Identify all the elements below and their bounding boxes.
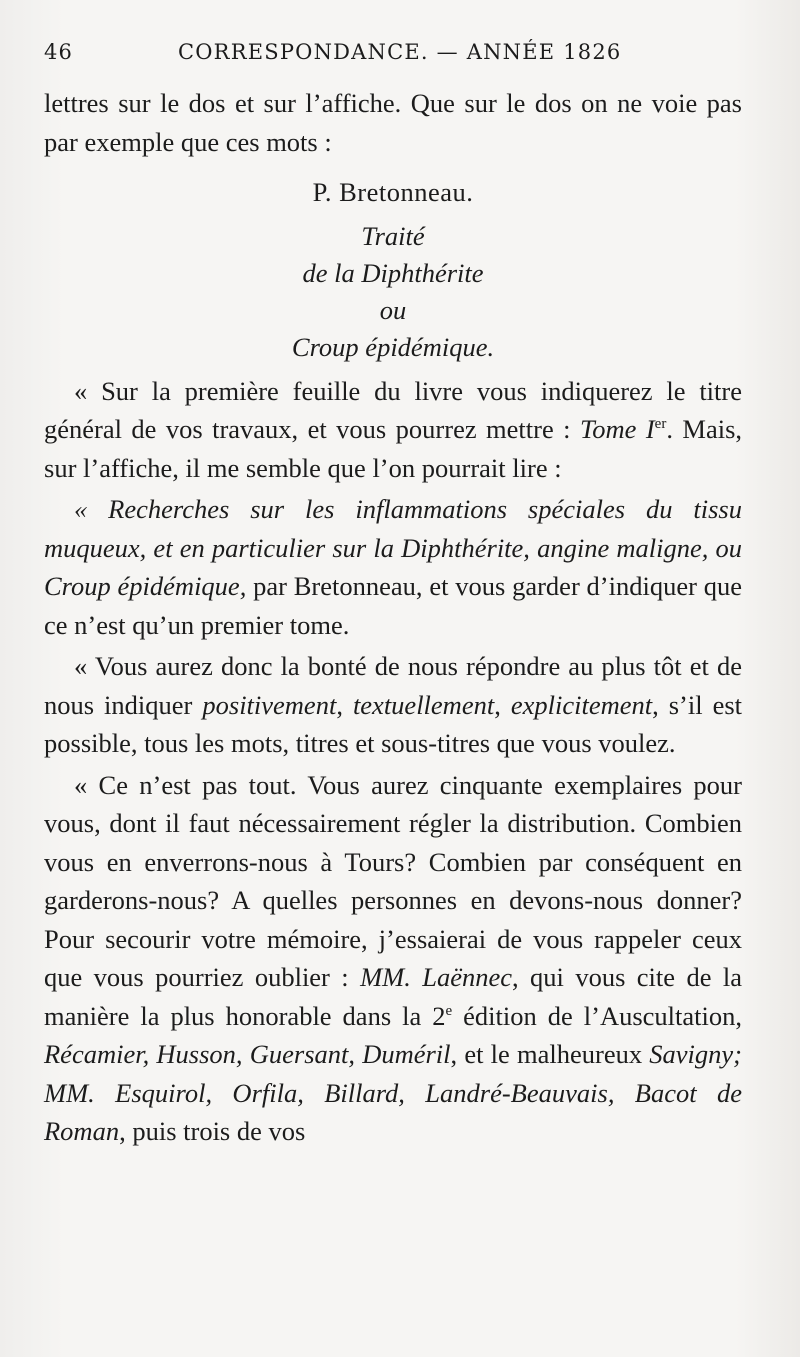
p5-laennec: MM. Laënnec — [360, 962, 513, 992]
paragraph-2 — [44, 372, 742, 488]
p2-tome: Tome I — [579, 414, 655, 444]
p4-text-b: , s’il est possible, tous les mots, titres et sous-titres que vous voulez. — [44, 689, 743, 758]
p5-text-b: , qui vous cite de la manière la plus honorable dans la 2 — [44, 962, 742, 1031]
p5-superscript: e — [445, 1002, 453, 1019]
p5-names-1: Récamier, Husson, Guersant, Duméril — [44, 1039, 451, 1069]
paragraph-5 — [44, 766, 742, 1151]
body-text — [44, 84, 742, 1151]
book-title-block — [44, 218, 742, 366]
paragraph-3 — [44, 490, 742, 644]
p2-text-a: « Sur la première feuille du livre vous indiquerez le titre général de vos travaux, et vous pourrez mettre : — [44, 375, 742, 444]
paragraph-4 — [44, 647, 742, 763]
p3-text: par Bretonneau, et vous garder d’indiquer que ce n’est qu’un premier tome. — [44, 571, 742, 640]
title-line-1: Traité — [361, 220, 425, 251]
p4-sep-2: , — [494, 689, 511, 720]
running-title: CORRESPONDANCE. — ANNÉE 1826 — [178, 40, 622, 64]
title-line-4: Croup épidémique. — [291, 331, 495, 362]
p5-text-a: « Ce n’est pas tout. Vous aurez cinquante exemplaires pour vous, dont il faut nécessairement régler la distribution. Combien vous en enverrons-nous à Tours? Combien par conséquent en garderons-nous? A quelles personnes en devons-nous donner? Pour secourir votre mémoire, j’essaierai de vous rappeler ceux que vous pourriez oublier : — [44, 769, 742, 992]
paragraph-1: lettres sur le dos et sur l’affiche. Que sur le dos on ne voie pas par exemple que ces mots : — [44, 88, 742, 157]
p4-text-a: « Vous aurez donc la bonté de nous répondre au plus tôt et de nous indiquer — [44, 651, 742, 720]
p5-text-e: , puis trois de vos — [119, 1116, 306, 1146]
p2-superscript: er — [654, 416, 667, 433]
p3-italic-title: « Recherches sur les inflammations spéciales du tissu muqueux, et en particulier sur la Diphthérite, angine maligne, ou Croup épidémique, — [44, 494, 742, 601]
p4-sep-1: , — [336, 689, 353, 720]
p4-word-2: textuellement — [352, 689, 495, 720]
page-number: 46 — [44, 40, 74, 64]
p5-text-d: , et le malheureux — [450, 1039, 650, 1069]
author-line: P. Bretonneau. — [312, 177, 474, 207]
page-header — [44, 40, 750, 80]
p5-names-2: Savigny; MM. Esquirol, Orfila, Billard, Landré-Beauvais, Bacot de Roman — [44, 1039, 743, 1146]
p2-text-b: . Mais, sur l’affiche, il me semble que l’on pourrait lire : — [44, 414, 743, 483]
p4-word-1: positivement — [202, 689, 337, 720]
p4-word-3: explicitement — [510, 689, 653, 720]
title-line-3: ou — [379, 294, 407, 325]
title-line-2: de la Diphthérite — [302, 257, 484, 288]
p5-text-c: édition de l’Auscultation, — [452, 1000, 742, 1031]
